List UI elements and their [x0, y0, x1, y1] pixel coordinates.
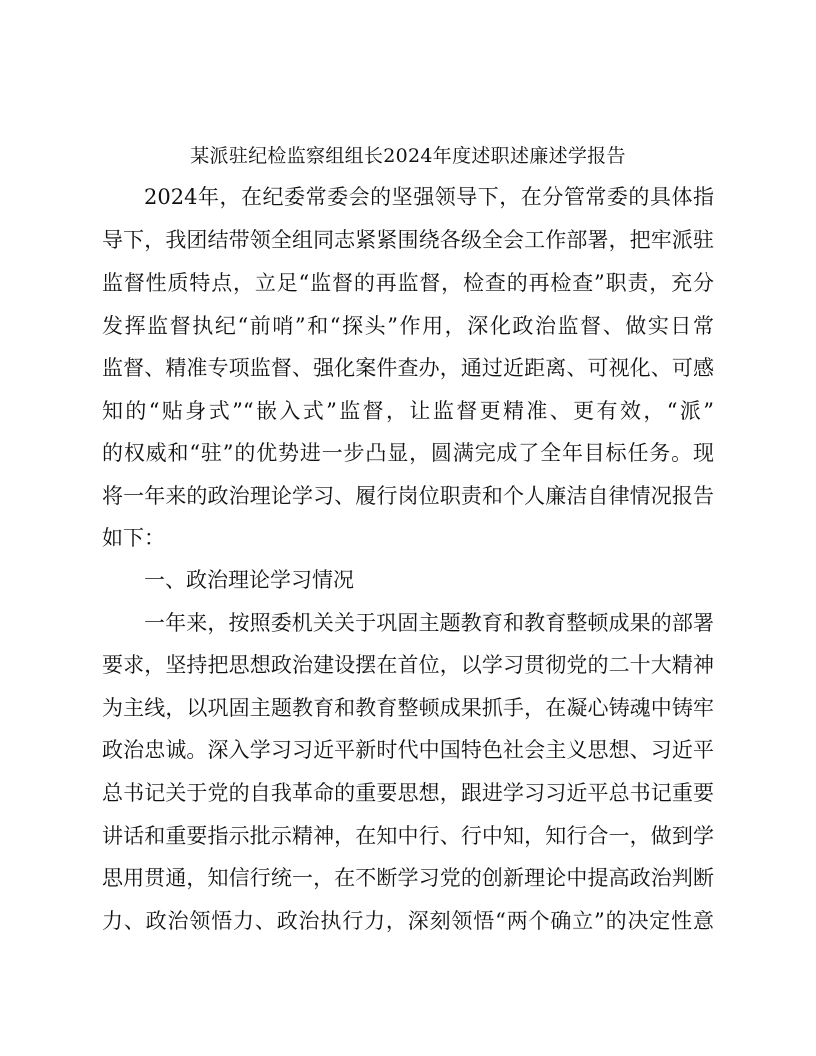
- document-title: 某派驻纪检监察组组长2024年度述职述廉述学报告: [190, 145, 626, 167]
- paragraph-line: 要求，坚持把思想政治建设摆在首位，以学习贯彻党的二十大精神: [102, 653, 714, 677]
- paragraph-line: 发挥监督执纪“前哨”和“探头”作用，深化政治监督、做实日常: [102, 314, 714, 338]
- paragraph-line: 一年来，按照委机关关于巩固主题教育和教育整顿成果的部署: [144, 611, 714, 635]
- paragraph-line: 为主线，以巩固主题教育和教育整顿成果抓手，在凝心铸魂中铸牢: [102, 696, 714, 720]
- paragraph-line: 的权威和“驻”的优势进一步凸显，圆满完成了全年目标任务。现: [102, 441, 714, 465]
- paragraph-line: 监督性质特点，立足“监督的再监督，检查的再检查”职责，充分: [102, 271, 714, 295]
- section-heading: 一、政治理论学习情况: [144, 568, 354, 592]
- paragraph-line: 如下：: [102, 526, 165, 550]
- paragraph-line: 2024年，在纪委常委会的坚强领导下，在分管常委的具体指: [144, 185, 714, 209]
- paragraph-line: 监督、精准专项监督、强化案件查办，通过近距离、可视化、可感: [102, 356, 714, 380]
- paragraph-line: 政治忠诚。深入学习习近平新时代中国特色社会主义思想、习近平: [102, 738, 714, 762]
- paragraph-line: 思用贯通，知信行统一，在不断学习党的创新理论中提高政治判断: [102, 866, 714, 890]
- paragraph-line: 力、政治领悟力、政治执行力，深刻领悟“两个确立”的决定性意: [102, 909, 714, 933]
- paragraph-line: 导下，我团结带领全组同志紧紧围绕各级全会工作部署，把牢派驻: [102, 228, 714, 252]
- paragraph-line: 讲话和重要指示批示精神，在知中行、行中知，知行合一，做到学: [102, 824, 714, 848]
- paragraph-line: 将一年来的政治理论学习、履行岗位职责和个人廉洁自律情况报告: [102, 484, 714, 508]
- paragraph-line: 总书记关于党的自我革命的重要思想，跟进学习习近平总书记重要: [102, 781, 714, 805]
- paragraph-line: 知的“贴身式”“嵌入式”监督，让监督更精准、更有效，“派”: [102, 399, 714, 423]
